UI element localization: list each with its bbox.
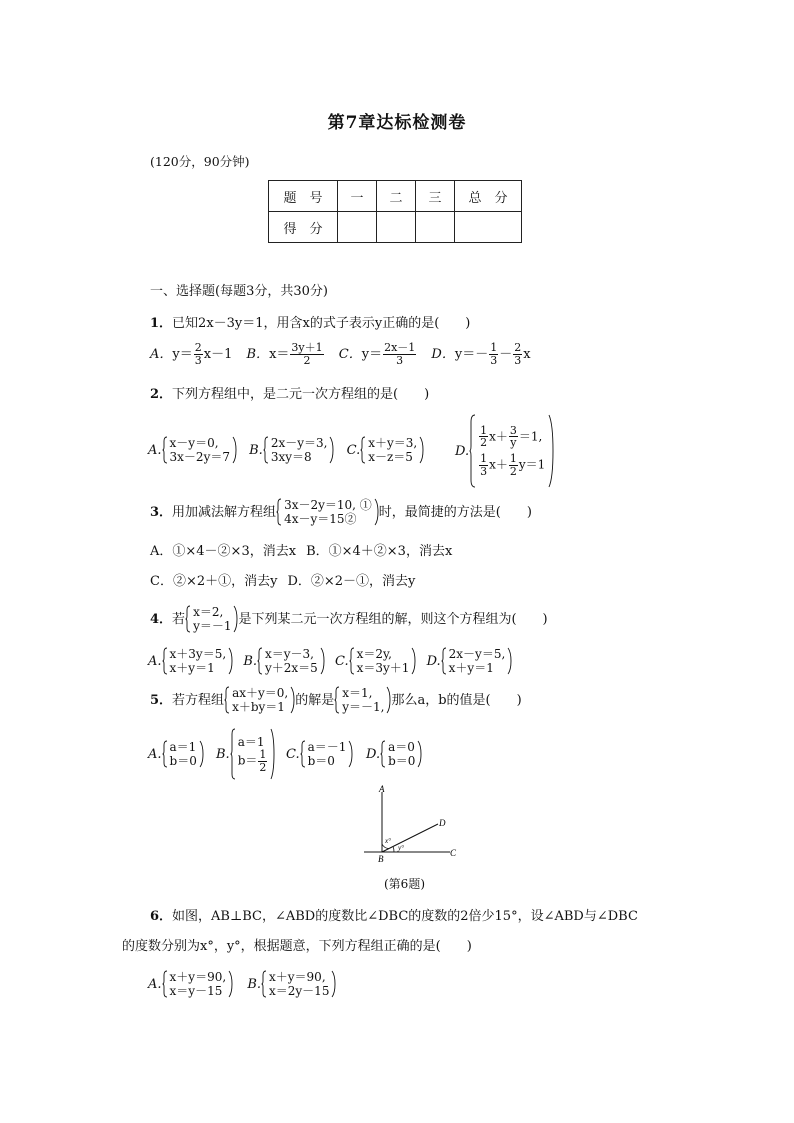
page-title: 第7章达标检测卷 (327, 113, 467, 133)
question-5: 5． 若方程组 ax＋y＝0, x＋by＝1 的解是 x＝1, y＝－1, 那么a，b的值是( ) (150, 686, 522, 715)
option-a[interactable]: A．①×4－②×3，消去x (150, 544, 297, 559)
option-b[interactable]: B. x＝y－3, y＋2x＝5 (243, 647, 325, 676)
table-cell: 题 号 (269, 181, 338, 212)
option-a[interactable]: A. x－y＝0, 3x－2y＝7 (148, 436, 237, 465)
question-stem: 是下列某二元一次方程组的解，则这个方程组为( ) (238, 611, 548, 627)
option-a[interactable]: A. x＋y＝90, x＝y－15 (148, 970, 233, 999)
option-b[interactable]: B．x＝ $\frac{3y+1}{2}$ (246, 341, 323, 367)
option-c[interactable]: C. a＝－1 b＝0 (286, 740, 353, 769)
question-3-options-ab (150, 545, 452, 558)
question-number: 5． (150, 692, 173, 708)
question-1 (150, 317, 470, 330)
table-cell: 得 分 (269, 212, 338, 243)
option-c[interactable]: C．②×2＋①，消去y (150, 574, 278, 589)
table-row (269, 212, 522, 243)
option-b[interactable]: B. 2x－y＝3, 3xy＝8 (249, 436, 334, 465)
table-row (269, 181, 522, 212)
table-cell: 总 分 (455, 181, 522, 212)
question-4: 4． 若 x＝2, y＝－1 是下列某二元一次方程组的解，则这个方程组为( ) (150, 605, 548, 634)
label-y-angle: y° (398, 844, 404, 852)
question-number: 4． (150, 611, 173, 627)
option-b[interactable]: B．①×4＋②×3，消去x (306, 544, 453, 559)
question-6-line2: 的度数分别为x°，y°，根据题意，下列方程组正确的是( ) (122, 939, 472, 954)
question-stem: 用加减法解方程组 (172, 504, 277, 520)
question-2 (150, 388, 429, 401)
table-cell: 一 (338, 181, 377, 212)
angle-arc-y (393, 847, 394, 853)
question-stem: 那么a，b的值是( ) (391, 692, 522, 708)
label-d: D (439, 818, 446, 828)
score-input-cell[interactable] (416, 212, 455, 243)
option-d[interactable]: D. $\frac{1}{2}$ x＋ $\frac{3}{y}$ ＝1, $\frac{1}{3}$ x＋ $\frac{1}{2}$ y＝1 (455, 414, 554, 488)
label-c: C (450, 848, 457, 858)
question-4-options (148, 647, 512, 676)
table-cell: 二 (377, 181, 416, 212)
label-x-angle: x° (385, 837, 391, 845)
option-a[interactable]: A. x＋3y＝5, x＋y＝1 (148, 647, 233, 676)
question-6-options (148, 970, 336, 999)
table-cell: 三 (416, 181, 455, 212)
question-1-options (150, 342, 531, 366)
question-stem: 如图，AB⊥BC，∠ABD的度数比∠DBC的度数的2倍少15°，设∠ABD与∠DBC (172, 909, 638, 924)
option-d[interactable]: D．②×2－①，消去y (287, 574, 416, 589)
question-number: 2． (150, 387, 173, 402)
option-a[interactable]: A．y＝ $\frac{2}{3}$ x－1 (150, 341, 233, 367)
option-d[interactable]: D. 2x－y＝5, x＋y＝1 (427, 647, 513, 676)
option-b[interactable]: B. a＝1 b＝ $\frac{1}{2}$ (216, 728, 275, 780)
question-2-options (148, 436, 424, 465)
question-stem: 下列方程组中，是二元一次方程组的是( ) (172, 387, 430, 402)
label-b: B (378, 854, 384, 864)
exam-info: (120分，90分钟) (150, 154, 250, 169)
question-number: 6． (150, 909, 173, 924)
question-3-options-cd (150, 575, 415, 588)
option-d[interactable]: D. a＝0 b＝0 (366, 740, 422, 769)
figure-caption: (第6题) (384, 877, 425, 891)
option-d[interactable]: D．y＝－ $\frac{1}{3}$ － $\frac{2}{3}$ x (431, 341, 531, 367)
question-number: 1． (150, 316, 173, 331)
score-input-cell[interactable] (455, 212, 522, 243)
option-b[interactable]: B. x＋y＝90, x＝2y－15 (247, 970, 336, 999)
label-a: A (379, 784, 385, 794)
option-c[interactable]: C. x＋y＝3, x－z＝5 (347, 436, 425, 465)
question-number: 3． (150, 504, 173, 520)
score-input-cell[interactable] (338, 212, 377, 243)
option-c[interactable]: C．y＝ $\frac{2x-1}{3}$ (338, 341, 416, 367)
question-5-options (148, 740, 204, 769)
question-stem: 已知2x－3y＝1，用含x的式子表示y正确的是( ) (172, 316, 471, 331)
score-table (268, 180, 522, 243)
angle-figure (360, 780, 470, 870)
question-3: 3． 用加减法解方程组 3x－2y＝10, ① 4x－y＝15② 时，最简捷的方法是( ) (150, 498, 532, 527)
question-6-line1 (150, 910, 638, 923)
score-input-cell[interactable] (377, 212, 416, 243)
section-heading: 一、选择题(每题3分，共30分) (150, 284, 328, 299)
option-a[interactable]: A. a＝1 b＝0 (148, 740, 204, 769)
option-c[interactable]: C. x＝2y, x＝3y＋1 (335, 647, 416, 676)
